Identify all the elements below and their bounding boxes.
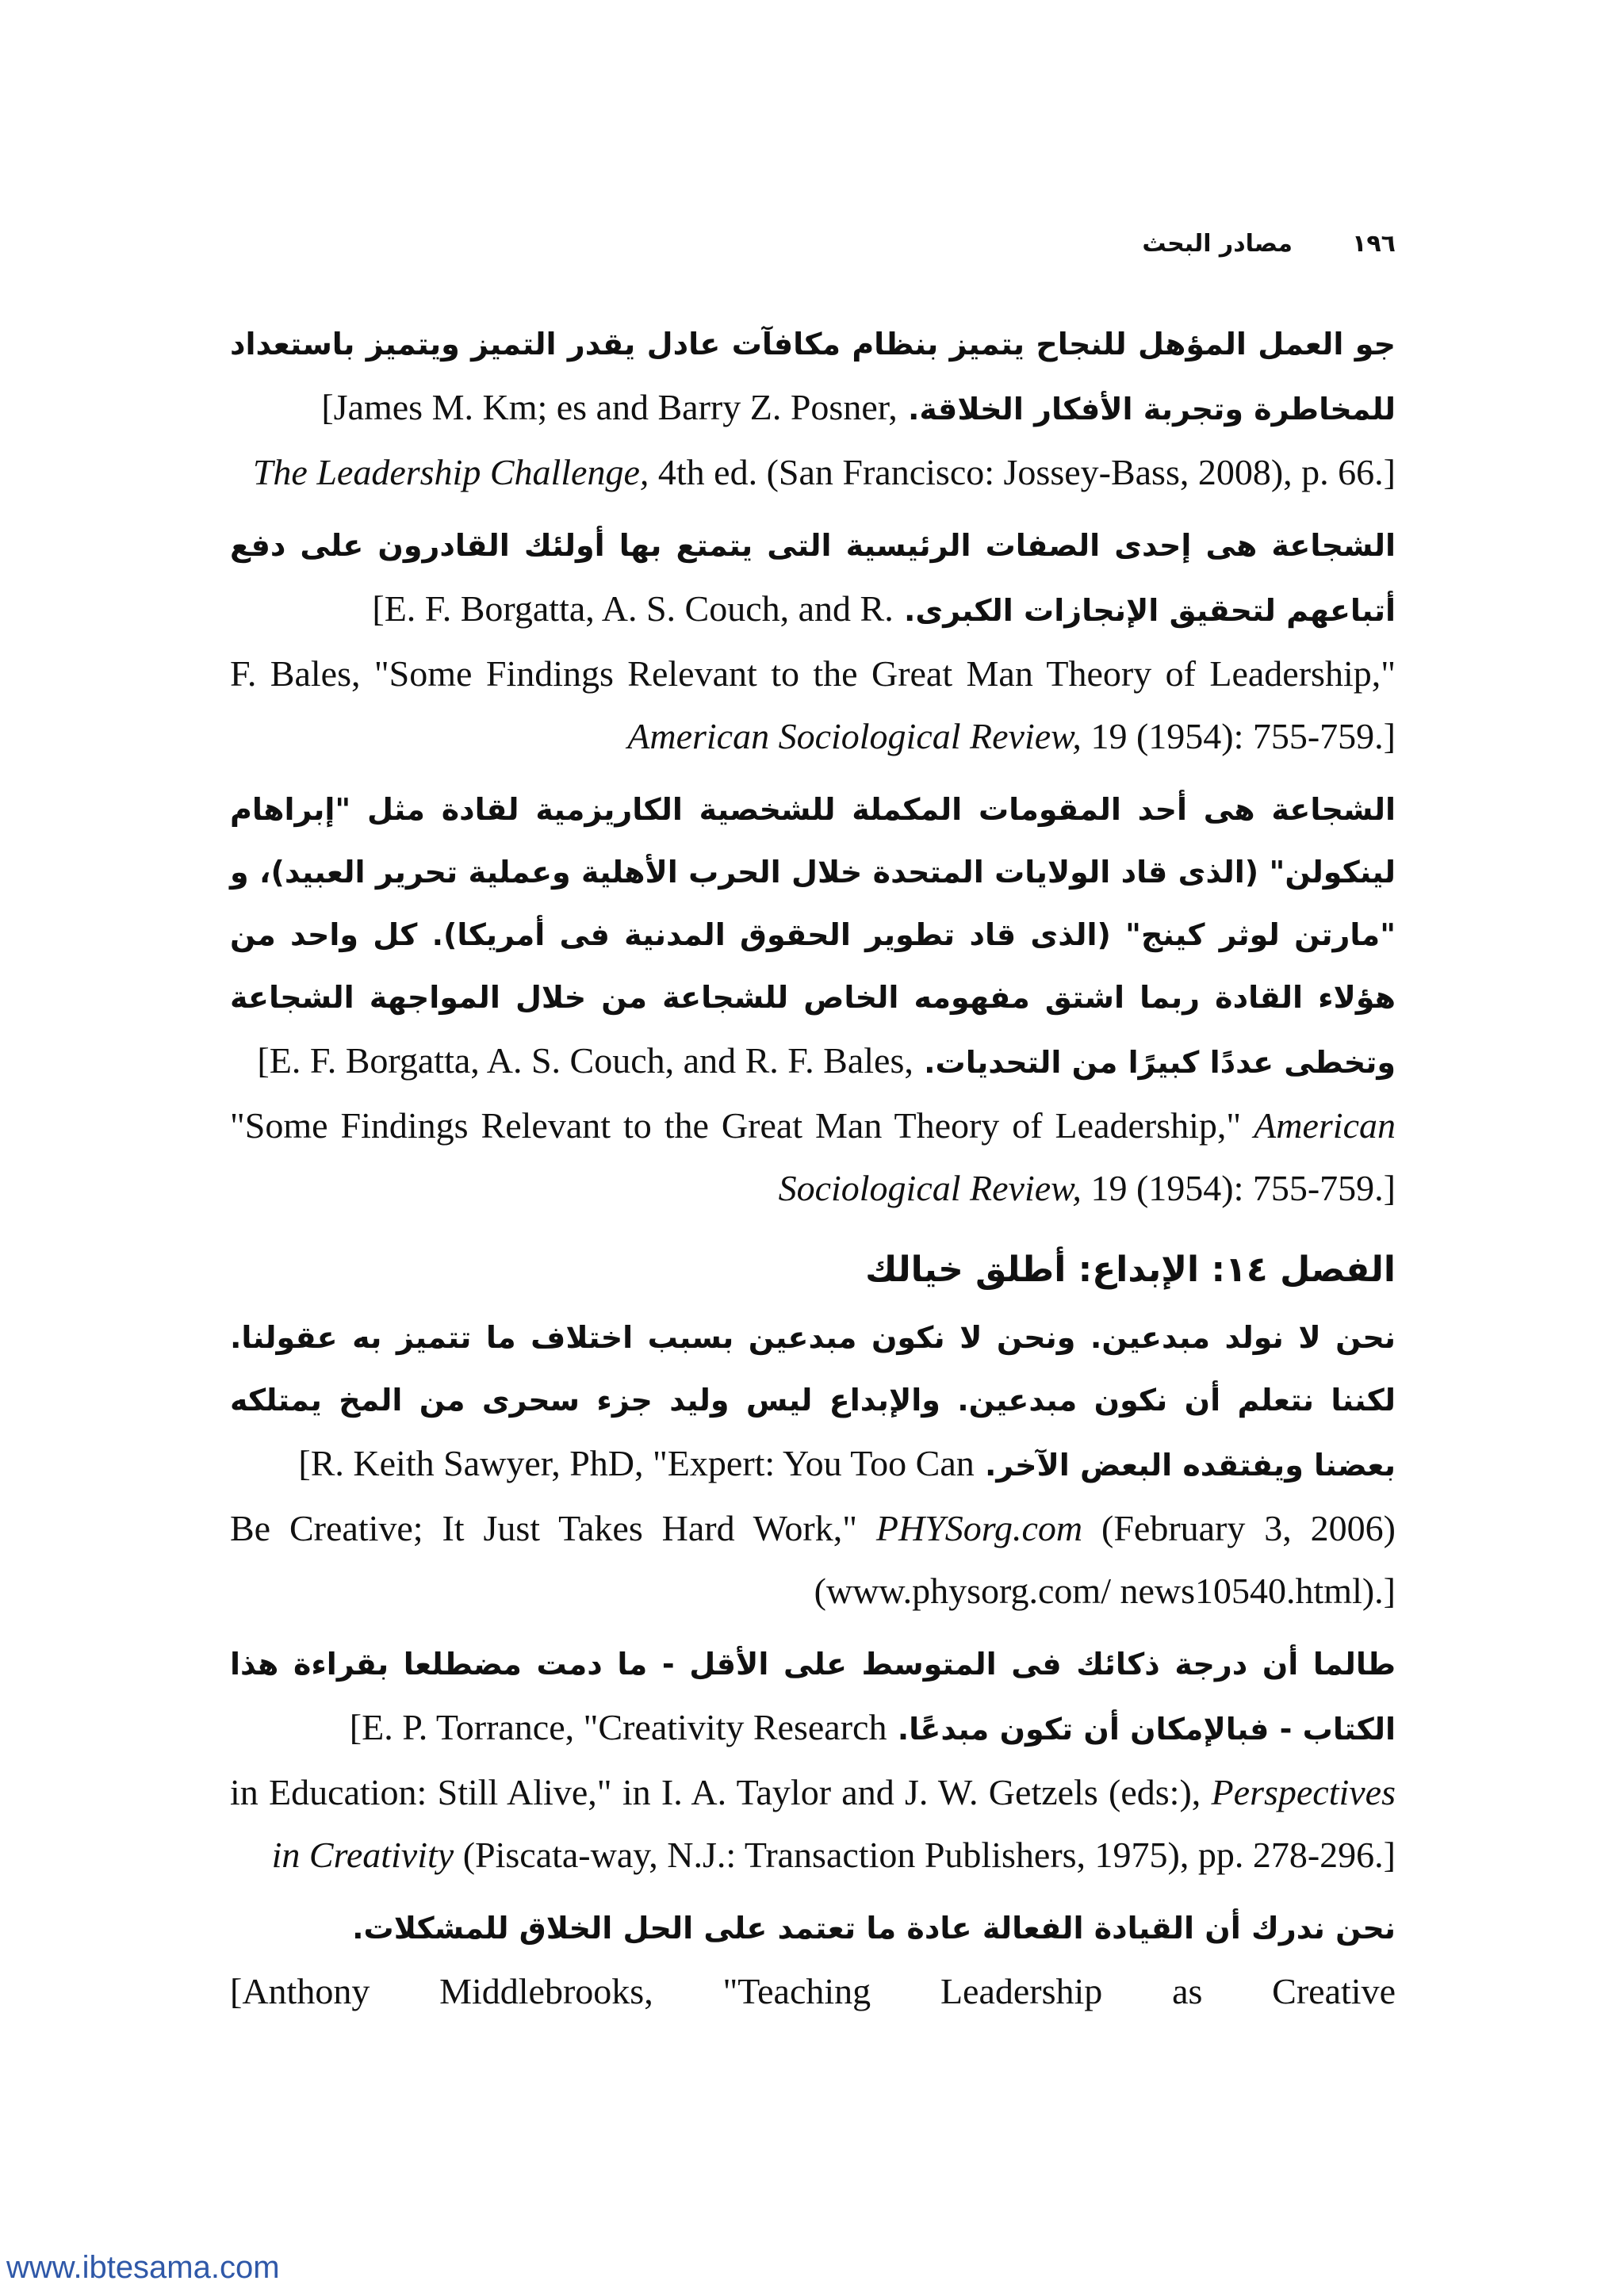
citation bbox=[230, 1761, 1396, 1886]
arabic-paragraph bbox=[230, 313, 1396, 441]
citation-start: [R. Keith Sawyer, PhD, "Expert: You Too Can bbox=[298, 1443, 975, 1483]
arabic-text: جو العمل المؤهل للنجاح يتميز بنظام مكافآت عادل يقدر التميز ويتميز باستعداد للمخاطرة وتجربة الأفكار الخلاقة. bbox=[230, 327, 1396, 427]
citation-authors: in Education: Still Alive," in I. A. Taylor and J. W. Getzels (eds:), bbox=[230, 1772, 1212, 1812]
arabic-text: نحن ندرك أن القيادة الفعالة عادة ما تعتمد على الحل الخلاق للمشكلات. bbox=[352, 1911, 1396, 1946]
citation-authors: Be Creative; It Just Takes Hard Work," bbox=[230, 1508, 876, 1548]
page-number: ١٩٦ bbox=[1352, 230, 1396, 258]
citation bbox=[230, 441, 1396, 503]
arabic-paragraph bbox=[230, 1897, 1396, 1960]
citation-title: Perspectives in Creativity bbox=[271, 1772, 1396, 1875]
page-body bbox=[230, 313, 1396, 2034]
source-entry bbox=[230, 515, 1396, 767]
citation bbox=[230, 642, 1396, 767]
citation-authors: F. Bales, "Some Findings Relevant to the Great Man Theory of Leadership," bbox=[230, 653, 1396, 694]
source-entry bbox=[230, 1633, 1396, 1886]
citation-authors: "Some Findings Relevant to the Great Man Theory of Leadership," bbox=[230, 1105, 1254, 1146]
citation-details: (February 3, 2006) (www.physorg.com/ news10540.html).] bbox=[814, 1508, 1396, 1611]
running-header-title: مصادر البحث bbox=[1142, 230, 1293, 258]
source-entry bbox=[230, 779, 1396, 1219]
arabic-paragraph bbox=[230, 1633, 1396, 1761]
arabic-text: نحن لا نولد مبدعين. ونحن لا نكون مبدعين بسبب اختلاف ما تتميز به عقولنا. لكننا نتعلم أن نكون مبدعين. والإبداع ليس وليد جزء سحرى من المخ يمتلكه بعضنا ويفتقده البعض الآخر. bbox=[230, 1320, 1396, 1483]
chapter-heading: الفصل ١٤: الإبداع: أطلق خيالك bbox=[865, 1249, 1396, 1290]
citation-title: American Sociological Review, bbox=[778, 1105, 1396, 1208]
citation-start: [James M. Km; es and Barry Z. Posner, bbox=[321, 387, 898, 427]
arabic-paragraph bbox=[230, 1307, 1396, 1497]
citation-details: 19 (1954): 755-759.] bbox=[1081, 716, 1396, 756]
citation-authors: [Anthony Middlebrooks, "Teaching Leadership as Creative bbox=[230, 1971, 1396, 2011]
citation-start: [E. P. Torrance, "Creativity Research bbox=[349, 1707, 887, 1747]
citation-details: (Piscata-way, N.J.: Transaction Publishers, 1975), pp. 278-296.] bbox=[454, 1835, 1396, 1875]
citation bbox=[230, 1960, 1396, 2022]
citation bbox=[230, 1094, 1396, 1219]
source-entry bbox=[230, 313, 1396, 503]
citation-title: The Leadership Challenge, bbox=[252, 452, 649, 492]
website-watermark: www.ibtesama.com bbox=[6, 2250, 280, 2285]
arabic-paragraph bbox=[230, 779, 1396, 1094]
citation-title: American Sociological Review, bbox=[627, 716, 1082, 756]
arabic-text: طالما أن درجة ذكائك فى المتوسط على الأقل - ما دمت مضطلعا بقراءة هذا الكتاب - فبالإمكان أن تكون مبدعًا. bbox=[230, 1647, 1396, 1747]
citation bbox=[230, 1497, 1396, 1622]
running-header bbox=[230, 230, 1396, 277]
arabic-text: الشجاعة هى أحد المقومات المكملة للشخصية الكاريزمية لقادة مثل "إبراهام لينكولن" (الذى قاد الولايات المتحدة خلال الحرب الأهلية وعملية تحرير العبيد)، و "مارتن لوثر كينج" (الذى قاد تطوير الحقوق المدنية فى أمريكا). كل واحد من هؤلاء القادة ربما اشتق مفهومه الخاص للشجاعة من خلال المواجهة الشجاعة وتخطى عددًا كبيرًا من التحديات. bbox=[230, 792, 1396, 1080]
source-entry bbox=[230, 1307, 1396, 1622]
citation-start: [E. F. Borgatta, A. S. Couch, and R. bbox=[372, 588, 894, 629]
citation-details: 4th ed. (San Francisco: Jossey-Bass, 2008), p. 66.] bbox=[649, 452, 1396, 492]
source-entry bbox=[230, 1897, 1396, 2022]
arabic-paragraph bbox=[230, 515, 1396, 642]
citation-title: PHYSorg.com bbox=[875, 1508, 1083, 1548]
citation-start: [E. F. Borgatta, A. S. Couch, and R. F. Bales, bbox=[257, 1040, 914, 1081]
citation-details: 19 (1954): 755-759.] bbox=[1081, 1168, 1396, 1208]
arabic-text: الشجاعة هى إحدى الصفات الرئيسية التى يتمتع بها أولئك القادرون على دفع أتباعهم لتحقيق الإنجازات الكبرى. bbox=[230, 528, 1396, 628]
